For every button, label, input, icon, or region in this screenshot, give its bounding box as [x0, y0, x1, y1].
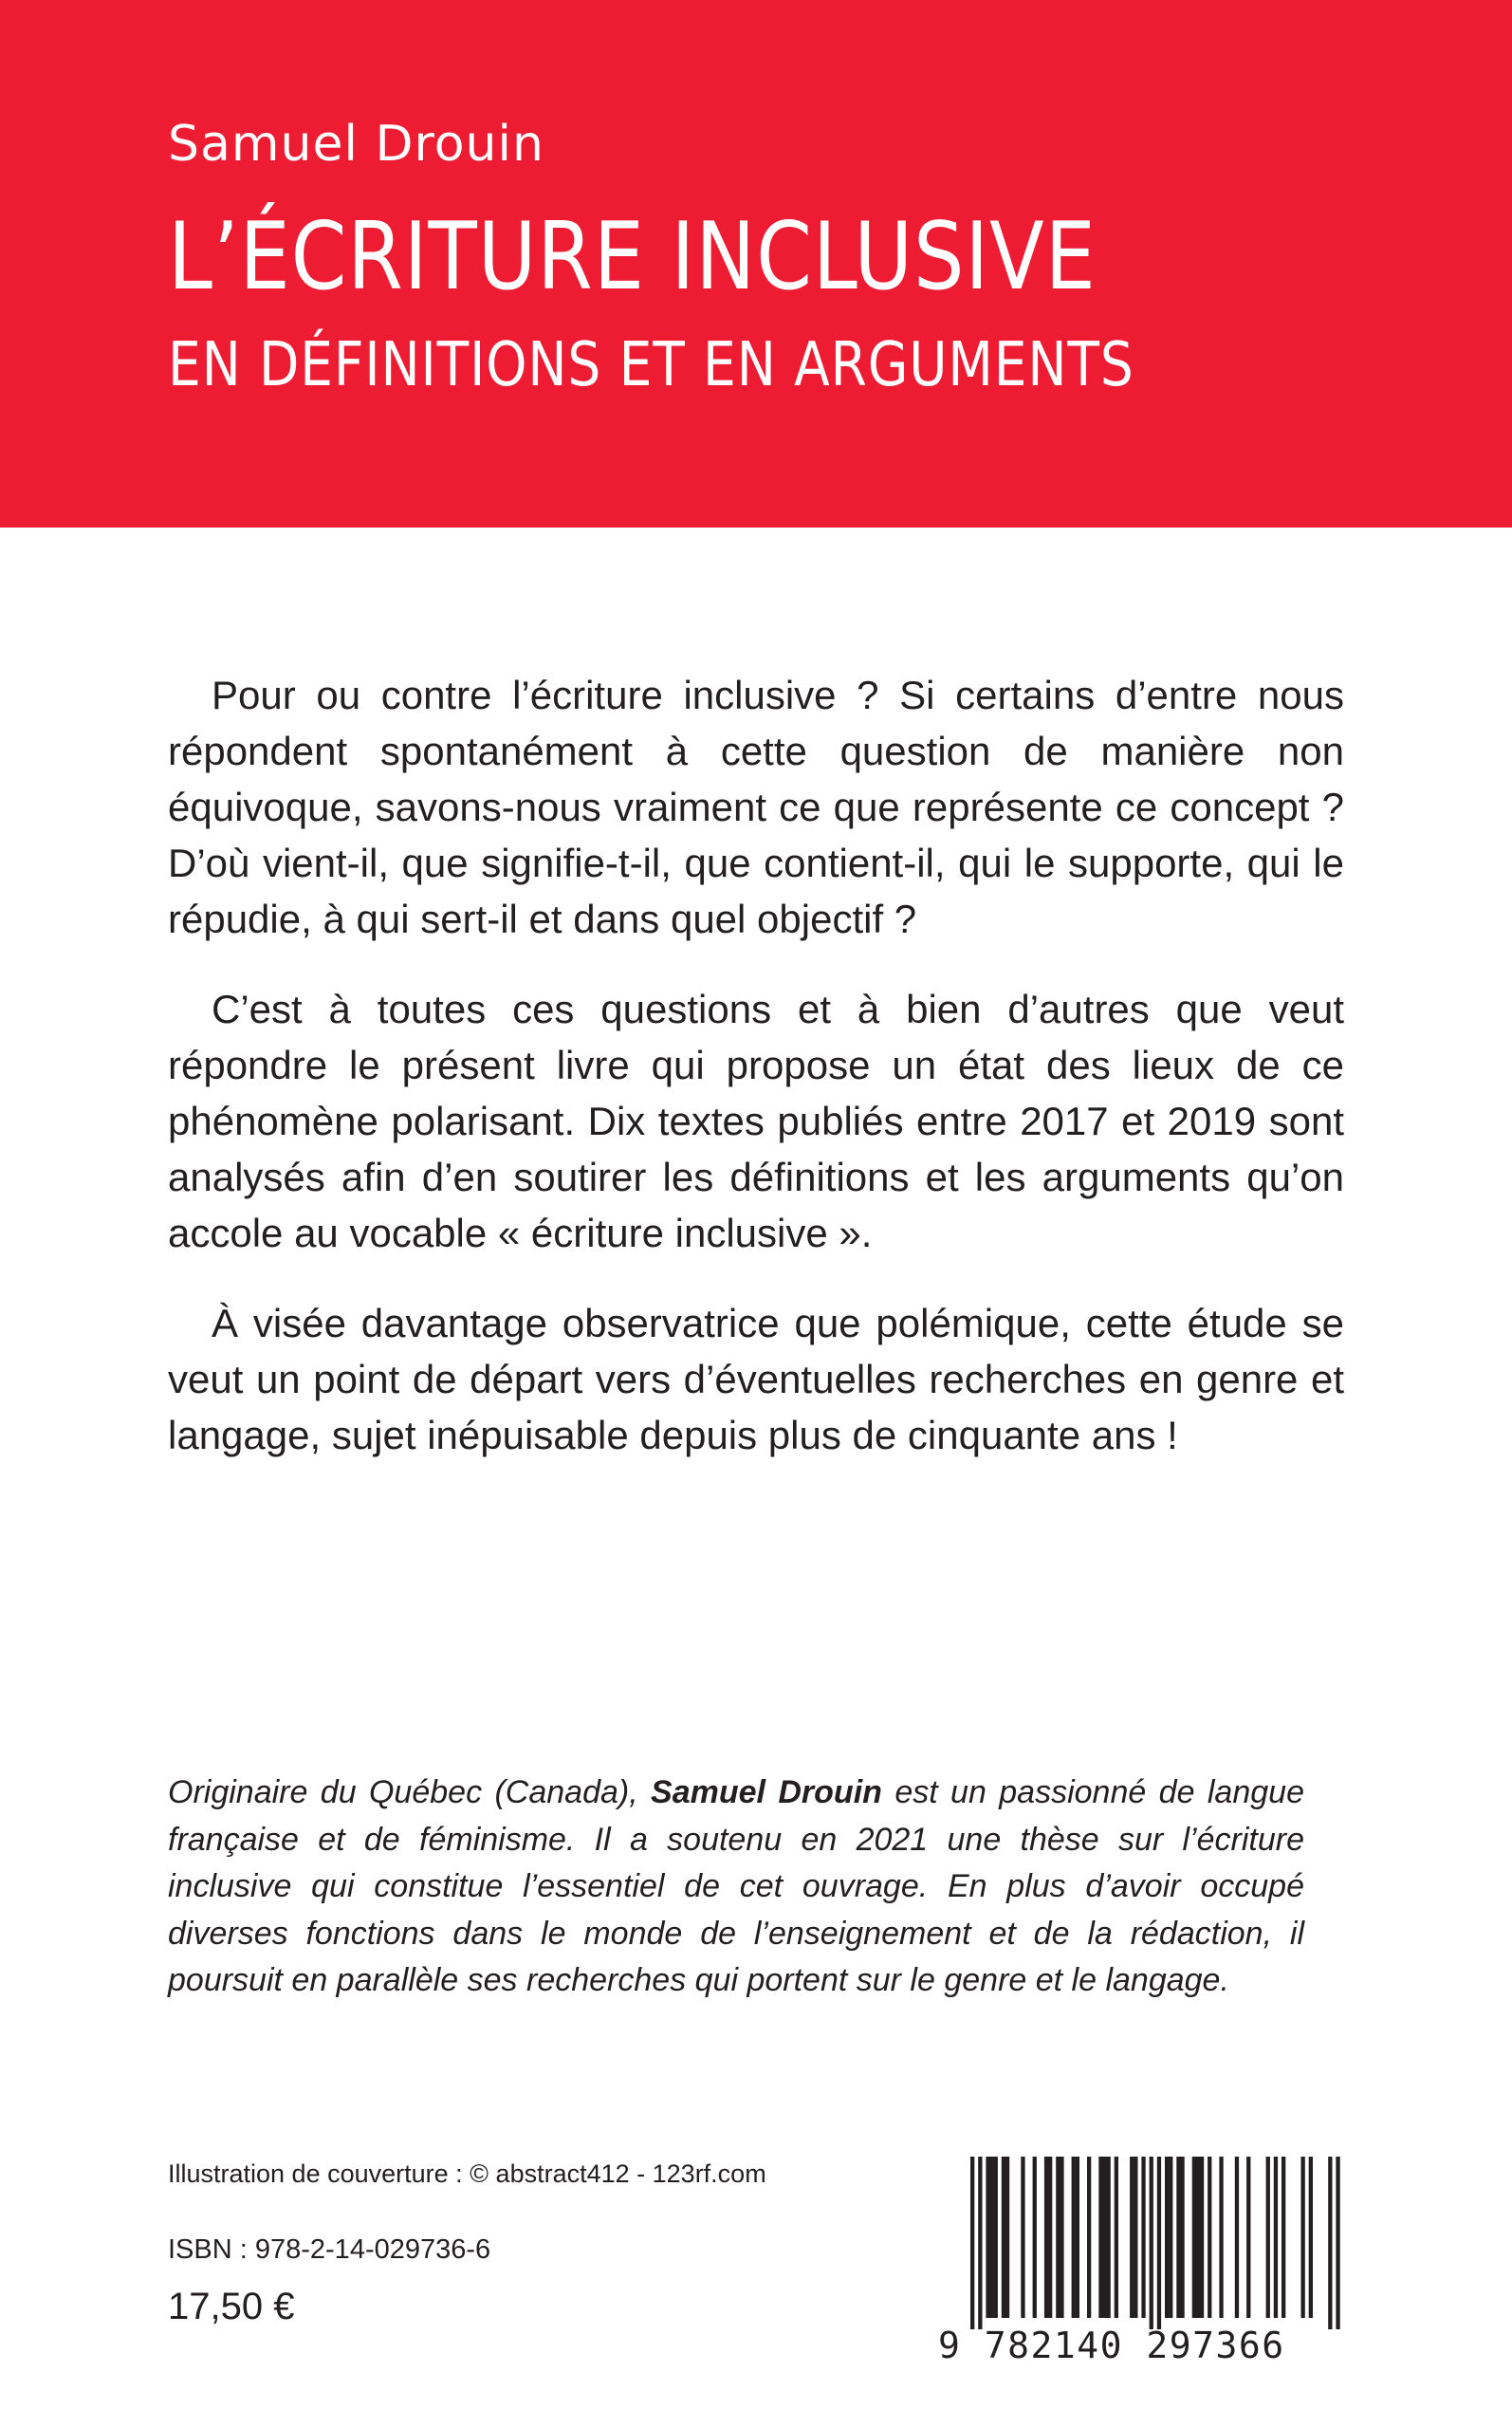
barcode [938, 2140, 1353, 2386]
barcode-bar [1087, 2157, 1091, 2318]
barcode-bar [1102, 2157, 1106, 2318]
barcode-bar [1208, 2157, 1211, 2318]
barcode-digits: 9 782140 297366 [938, 2325, 1285, 2366]
barcode-bar [1301, 2157, 1305, 2318]
barcode-bars [938, 2140, 1353, 2329]
barcode-bar [1130, 2157, 1134, 2318]
barcode-bar [1180, 2157, 1184, 2318]
cover-credit: Illustration de couverture : © abstract412 - 123rf.com [168, 2159, 766, 2188]
barcode-bar [1060, 2157, 1063, 2318]
barcode-bar [1266, 2157, 1270, 2318]
barcode-bar [1150, 2157, 1153, 2329]
barcode-bar [1176, 2157, 1180, 2318]
book-title: L’ÉCRITURE INCLUSIVE [168, 203, 1097, 311]
author-name: Samuel Drouin [168, 116, 544, 173]
price: 17,50 € [168, 2286, 295, 2327]
barcode-bar [1141, 2157, 1145, 2318]
barcode-bar [1169, 2157, 1172, 2318]
blurb-paragraph-1: Pour ou contre l’écriture inclusive ? Si certains d’entre nous répondent spontanément à cette question de manière non équivoque, savons-nous vraiment ce que représente ce concept ? D’où vient-il, que signifie-t-il, que contient-il, qui le supporte, qui le répudie, à qui sert-il et dans quel objectif ? [168, 673, 1344, 941]
isbn: ISBN : 978-2-14-029736-6 [168, 2234, 491, 2265]
barcode-bar [1033, 2157, 1037, 2318]
barcode-bar [1107, 2157, 1111, 2318]
barcode-bar [1115, 2157, 1118, 2318]
barcode-bar [1048, 2157, 1052, 2318]
barcode-bar [1002, 2157, 1005, 2318]
barcode-bar [1157, 2157, 1161, 2329]
barcode-bar [1165, 2157, 1169, 2318]
barcode-bar [1274, 2157, 1278, 2318]
barcode-bar [1219, 2157, 1223, 2318]
barcode-bar [1134, 2157, 1137, 2318]
barcode-bar [1076, 2157, 1079, 2318]
barcode-bar [1309, 2157, 1313, 2318]
bio-intro: Originaire du Québec (Canada), [168, 1774, 652, 1810]
barcode-bar [1235, 2157, 1239, 2318]
header-banner [0, 0, 1512, 528]
barcode-bar [994, 2157, 998, 2318]
blurb-paragraph-3: À visée davantage observatrice que polémique, cette étude se veut un point de départ vers d’éventuelles recherches en genre et langage, sujet inépuisable depuis plus de cinquante ans ! [168, 1301, 1344, 1457]
book-subtitle: EN DÉFINITIONS ET EN ARGUMENTS [168, 330, 1134, 400]
barcode-bar [1072, 2157, 1076, 2318]
bio-author-name: Samuel Drouin [651, 1774, 882, 1810]
barcode-bar [1044, 2157, 1048, 2318]
barcode-bar [1200, 2157, 1204, 2318]
barcode-bar [1098, 2157, 1102, 2318]
barcode-bar [1328, 2157, 1332, 2329]
blurb-paragraph-2: C’est à toutes ces questions et à bien d’autres que veut répondre le présent livre qui propose un état des lieux de ce phénomène polarisant. Dix textes publiés entre 2017 et 2019 sont analysés afin d’en soutirer les définitions et les arguments qu’on accole au vocable « écriture inclusive ». [168, 987, 1344, 1255]
barcode-bar [1196, 2157, 1200, 2318]
barcode-bar [1192, 2157, 1196, 2318]
bio-text: est un passionné de langue française et de féminisme. Il a soutenu en 2021 une thèse sur l’écriture inclusive qui constitue l’essentiel de cet ouvrage. En plus d’avoir occupé diverses fonctions dans le monde de l’enseignement et de la rédaction, il poursuit en parallèle ses recherches qui portent sur le genre et le langage. [168, 1774, 1304, 1998]
barcode-bar [1246, 2157, 1250, 2318]
barcode-bar [978, 2157, 982, 2329]
back-cover-blurb [168, 667, 1344, 1497]
barcode-bar [1056, 2157, 1060, 2318]
barcode-bar [1021, 2157, 1024, 2318]
barcode-bar [970, 2157, 974, 2329]
barcode-bar [990, 2157, 994, 2318]
barcode-bar [1336, 2157, 1339, 2329]
barcode-bar [1282, 2157, 1285, 2318]
author-bio [168, 1770, 1304, 2005]
barcode-bar [986, 2157, 989, 2318]
barcode-bar [1005, 2157, 1009, 2318]
